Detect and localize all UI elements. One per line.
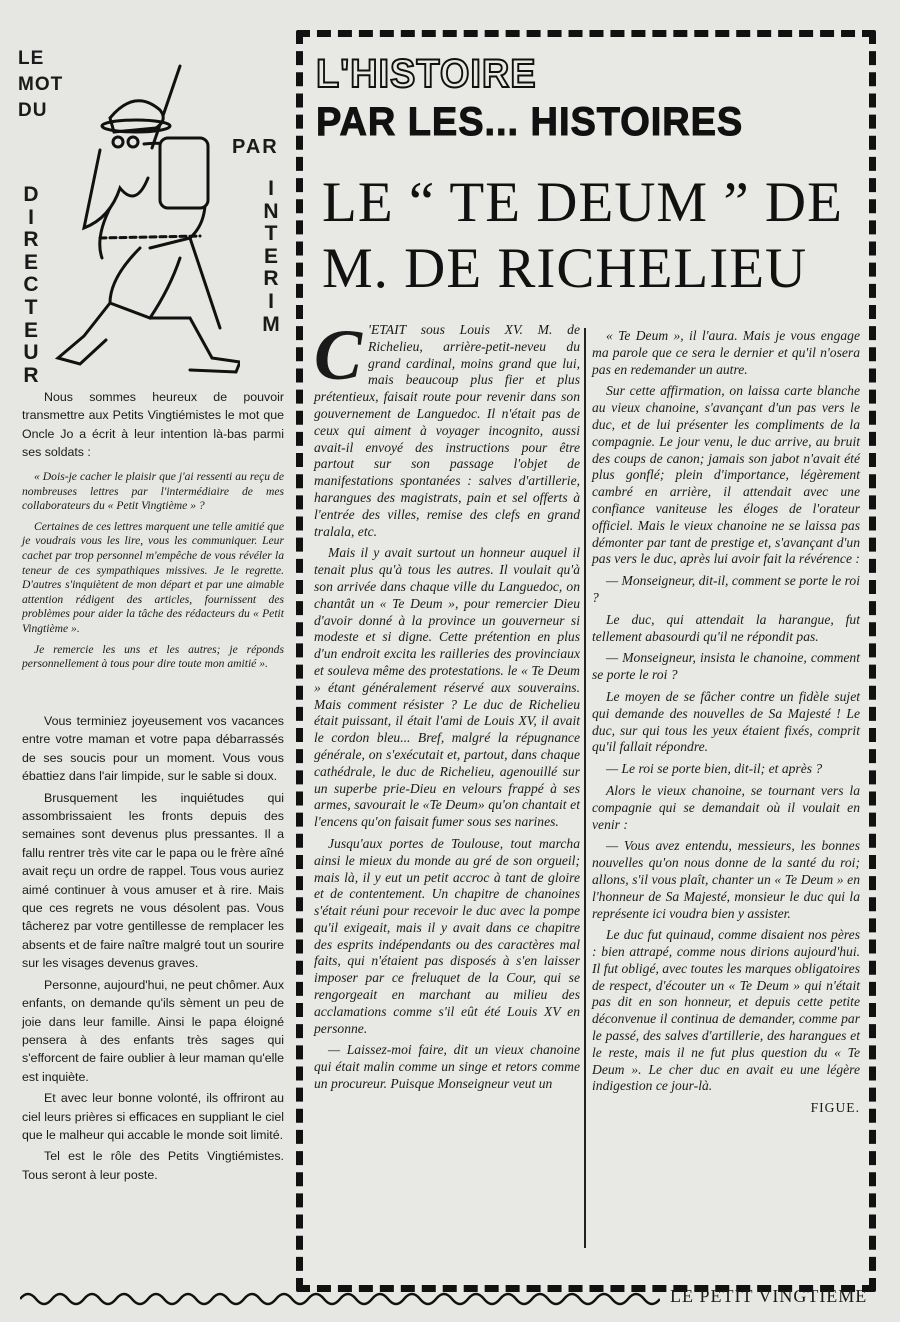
article-column-2: « Te Deum », il l'aura. Mais je vous engage ma parole que ce sera le dernier et qu'il n'osera pas en redemander un autre. Sur cette affirmation, on laissa carte blanche au vieux chanoine, s'avançant d'un pas vers le duc, et de lui présenter les compliments de la compagnie. Le jour venu, le duc arrive, au bruit des coups de canon; jamais son jabot n'avait été plus gonflé; plein d'importance, légèrement cambré en arrière, il attendait avec une confiance vaniteuse les éloges de l'orateur officiel. Mais le vieux chanoine ne se laissa pas démonter par tant de prestige et, s'avançant d'un pas vers le duc, après lui avoir fait la révérence : — Monseigneur, dit-il, comment se porte le roi ? Le duc, qui attendait la harangue, fut tellement abasourdi qu'il ne répondit pas. — Monseigneur, insista le chanoine, comment se porte le roi ? Le moyen de se fâcher contre un fidèle sujet qui demande des nouvelles de Sa Majesté ! Le duc, sur qui tous les yeux étaient fixés, comprit qu'il fallait répondre. — Le roi se porte bien, dit-il; et après ? Alors le vieux chanoine, se tournant vers la compagnie qui se demandait où il voulait en venir : — Vous avez entendu, messieurs, les bonnes nouvelles qu'on nous donne de la santé du roi; allons, s'il vous plaît, chanter un « Te Deum » en l'honneur de Sa Majesté, monsieur le duc qui la représente ici voudra bien y assister. Le duc fut quinaud, comme disaient nos pères : bien attrapé, comme nous dirions aujourd'hui. Il fut obligé, avec toutes les marques obligatoires de respect, d'écouter un « Te Deum » qui n'était pas dit en son honneur, et depuis cette petite déconvenue il continua de demander, comme par le passé, des salves d'artillerie, des harangues et le reste, mais il ne fut plus question du « Te Deum ». Le cher duc en avait eu une légère indigestion ce jour-là. FIGUE. bbox=[592, 328, 860, 1116]
sidebar-heading-directeur: D I R E C T E U R bbox=[23, 183, 39, 387]
sidebar-body: Vous terminiez joyeusement vos vacances entre votre maman et votre papa débarrassés de ses soucis pour un moment. Vous vous ébattiez dans l'air limpide, sur le sable si doux. Brusquement les inquiétudes qui assombrissaient les fronts depuis des semaines sont devenus plus pressantes. Il a fallu rentrer très vite car le papa ou le frère aîné avait reçu un ordre de rappel. Tous vous auriez aimé continuer à vous amuser et à rire. Mais que ces regrets ne vous désolent pas. Vous tâcherez par votre gentillesse de remplacer les absents et de faire naître malgré tout un sourire sur les visages devenus graves. Personne, aujourd'hui, ne peut chômer. Aux enfants, on demande qu'ils sèment un peu de joie dans leur famille. Ainsi le papa éloigné pensera à des enfants très sages qui s'efforcent de faire oublier à leur maman qu'elle est inquiète. Et avec leur bonne volonté, ils offriront au ciel leurs prières si efficaces en suppliant le ciel que le malheur qui accable le monde soit limité. Tel est le rôle des Petits Vingtiémistes. Tous seront à leur poste. bbox=[22, 714, 285, 1182]
article-title: LE “ TE DEUM ” DE M. DE RICHELIEU bbox=[322, 171, 843, 300]
footer-wave-ornament bbox=[20, 1290, 660, 1308]
sidebar-heading-interim: I N T E R I M bbox=[262, 177, 280, 336]
sidebar-heading-le-mot-du: LE MOT DU bbox=[18, 48, 64, 121]
sidebar-quote: « Dois-je cacher le plaisir que j'ai ressenti au reçu de nombreuses lettres par l'intermédiaire de mes collaborateurs du « Petit Vingtième » ? Certaines de ces lettres marquent une telle amitié que je voudrais vous les lire, vous les communiquer. Leur cachet par trop personnel m'empêche de vous révéler la teneur de ces sympathiques missives. Je le regrette. D'autres s'inquiètent de mon départ et par une aimable attention rédigent des articles, fournissent des problèmes pour aider la tâche des rédacteurs du « Petit Vingtième ». Je remercie les uns et les autres; je réponds personnellement à tous pour dire toute mon amitié ». bbox=[22, 470, 284, 671]
column-divider bbox=[584, 328, 586, 1248]
article-dropcap: C bbox=[314, 315, 363, 395]
sidebar-intro: Nous sommes heureux de pouvoir transmettre aux Petits Vingtiémistes le mot que Oncle Jo a écrit à leur intention là-bas parmi ses soldats : bbox=[22, 390, 284, 460]
soldier-illustration bbox=[40, 58, 240, 378]
article-signature: FIGUE. bbox=[810, 1100, 860, 1116]
article-kicker-line2: PAR LES... HISTOIRES bbox=[316, 100, 744, 144]
article-column-1: C 'ETAIT sous Louis XV. M. de Richelieu, arrière-petit-neveu du grand cardinal, moins grand que lui, mais beaucoup plus fier et plus prétentieux, faisait route pour revenir dans son gouvernement de Languedoc. Il n'était pas de ceux qui aiment à voyager incognito, aussi avait-il envoyé des instructions pour être partout sur son passage l'objet de manifestations spontanées : salves d'artillerie, harangues des magistrats, pain et sel offerts à l'entrée des villes, remise des clefs en grand tralala, etc. Mais il y avait surtout un honneur auquel il tenait plus qu'à tous les autres. Il voulait qu'à son arrivée dans chaque ville du Languedoc, on chantât un « Te Deum », pour remercier Dieu d'avoir donné à la province un gouverneur si modeste et si digne. Cette prétention en plus d'un endroit excita les railleries des provinciaux et souleva même des protestations. le « Te Deum » étant généralement réservé aux souverains. Mais comment résister ? Le duc de Richelieu était puissant, il était l'ami de Louis XV, il avait le cordon bleu... Bref, malgré la répugnance générale, on s'exécutait et, partout, dans chaque cathédrale, le duc de Richelieu, agenouillé sur un superbe prie-Dieu en velours frappé à ses armes, savourait le «Te Deum» qu'on chantait et l'encens qu'on faisait fumer sous ses narines. Jusqu'aux portes de Toulouse, tout marcha ainsi le mieux du monde au gré de son orgueil; mais là, il y eut un petit accroc à tant de gloire et de contentement. Un chapitre de chanoines s'était réuni pour recevoir le duc avec la pompe qu'il exigeait, mais il y avait dans ce chapitre des esprits indépendants ou des caractères mal faits, qui n'étaient pas disposés à s'en laisser imposer par ce freluquet de la Cour, qui se rengorgeait en marchant au milieu des acclamations comme s'il eût été Louis XV en personne. — Laissez-moi faire, dit un vieux chanoine qui était malin comme un singe et retors comme un procureur. Puisque Monseigneur veut un bbox=[314, 315, 580, 1092]
sidebar-heading-par: PAR bbox=[232, 136, 279, 158]
article-kicker-line1: L'HISTOIRE bbox=[316, 52, 537, 96]
footer-masthead: LE PETIT VINGTIEME bbox=[670, 1286, 868, 1306]
